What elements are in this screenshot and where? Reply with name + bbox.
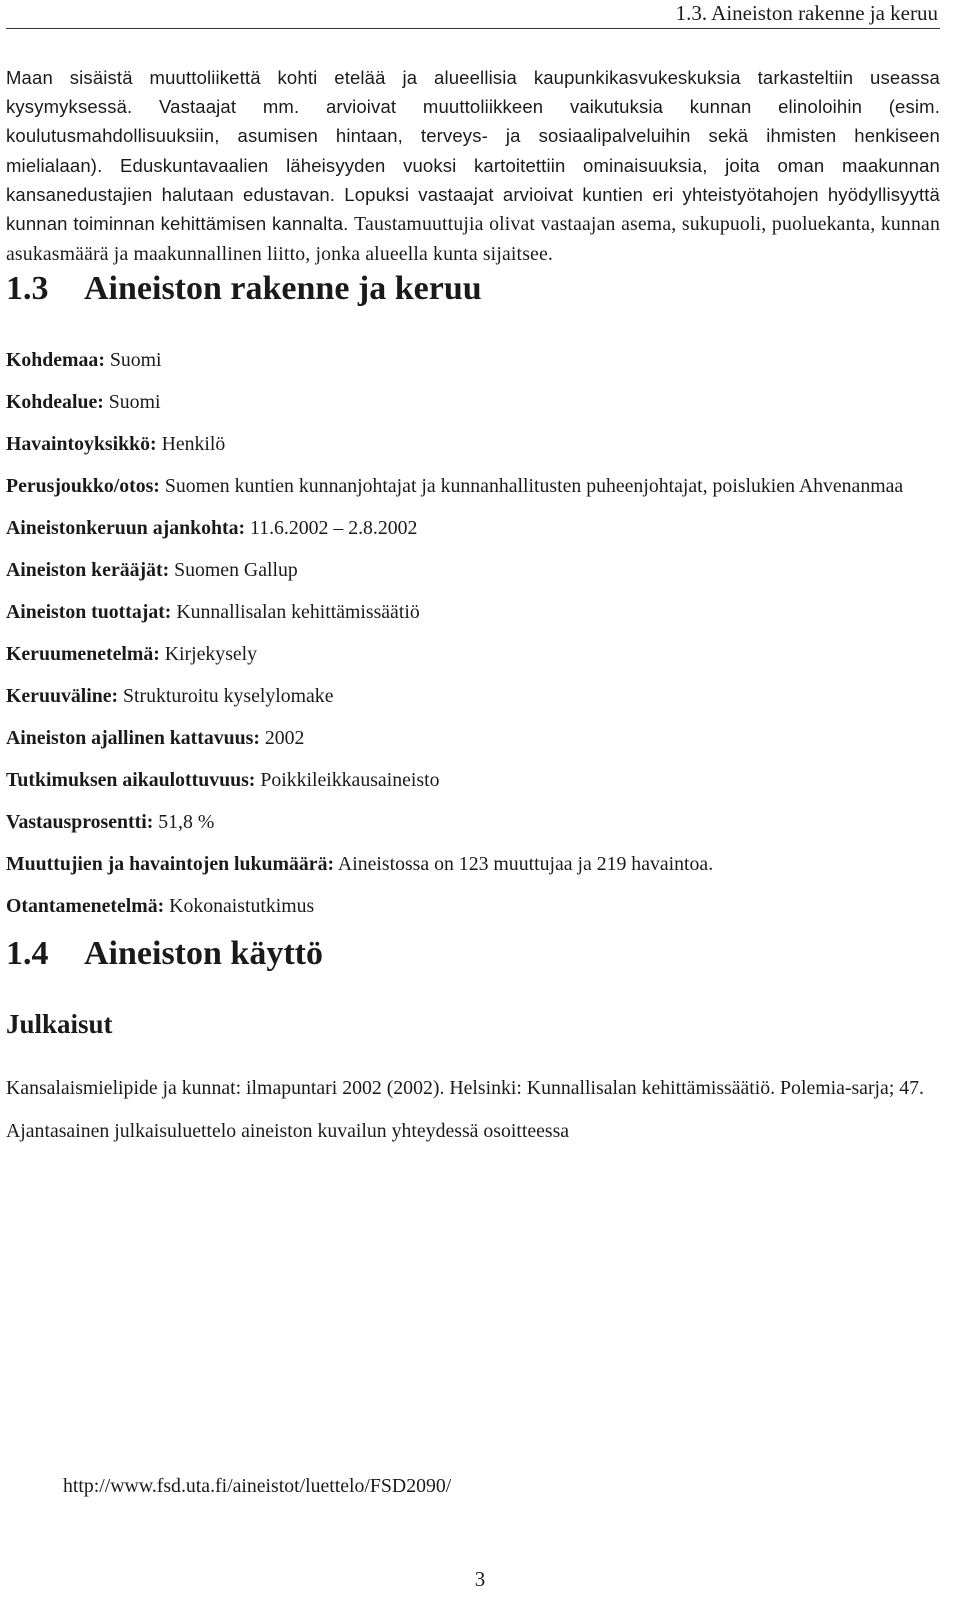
field-value: Suomi — [108, 391, 161, 414]
field-label: Tutkimuksen aikaulottuvuus: — [6, 769, 256, 792]
field-value: 11.6.2002 – 2.8.2002 — [250, 517, 418, 540]
page-body — [6, 63, 940, 1146]
section-heading-1-3 — [6, 269, 940, 309]
field-label: Kohdemaa: — [6, 349, 105, 372]
metadata-field — [6, 892, 940, 922]
field-label: Otantamenetelmä: — [6, 895, 165, 918]
publication-entry: Kansalaismielipide ja kunnat: ilmapuntari 2002 (2002). Helsinki: Kunnallisalan kehittämissäätiö. Polemia-sarja; 47. — [6, 1077, 924, 1100]
section-title: Aineiston rakenne ja keruu — [84, 270, 482, 308]
field-value: Aineistossa on 123 muuttujaa ja 219 havaintoa. — [337, 853, 714, 876]
metadata-field — [6, 850, 940, 880]
field-label: Muuttujien ja havaintojen lukumäärä: — [6, 853, 335, 876]
section-heading-1-4 — [6, 934, 940, 974]
field-value: Kokonaistutkimus — [169, 895, 315, 918]
field-value: Poikkileikkausaineisto — [260, 769, 440, 792]
field-label: Kohdealue: — [6, 391, 104, 414]
field-value: Kirjekysely — [164, 643, 258, 666]
intro-text: Maan sisäistä muuttoliikettä kohti etelää ja alueellisia kaupunkikasvukeskuksia tarkasteltiin useassa kysymyksessä. Vastaajat mm. arvioivat muuttoliikkeen vaikutuksia kunnan elinoloihin (esim. koulutusmahdollisuuksiin, asumisen hintaan, terveys- ja sosiaalipalveluihin sekä ihmisten henkiseen mielialaan). Eduskuntavaalien läheisyyden vuoksi kartoitettiin ominaisuuksia, joita oman maakunnan kansanedustajien halutaan edustavan. Lopuksi vastaajat arvioivat kuntien eri yhteistyötahojen hyödyllisyyttä kunnan toiminnan kehittämisen kannalta. — [6, 67, 940, 235]
intro-background-variables: Taustamuuttujia olivat vastaajan asema, sukupuoli, puoluekanta, kunnan asukasmäärä ja maakunnallinen liitto, jonka alueella kunta sijaitsee. — [6, 213, 940, 266]
field-value: Kunnallisalan kehittämissäätiö — [176, 601, 420, 624]
metadata-field — [6, 682, 940, 712]
field-label: Aineiston kerääjät: — [6, 559, 170, 582]
metadata-field — [6, 766, 940, 796]
field-label: Aineiston tuottajat: — [6, 601, 172, 624]
field-value: Strukturoitu kyselylomake — [123, 685, 334, 708]
section-number: 1.3 — [6, 270, 49, 308]
field-label: Keruuväline: — [6, 685, 119, 708]
metadata-field — [6, 514, 940, 544]
field-value: 51,8 % — [158, 811, 215, 834]
metadata-field — [6, 640, 940, 670]
field-label: Aineiston ajallinen kattavuus: — [6, 727, 260, 750]
metadata-field — [6, 724, 940, 754]
section-number: 1.4 — [6, 935, 49, 973]
field-value: Suomen Gallup — [174, 559, 298, 582]
field-value: 2002 — [264, 727, 305, 750]
running-header: 1.3. Aineiston rakenne ja keruu — [675, 1, 938, 25]
metadata-field — [6, 430, 940, 460]
metadata-field — [6, 598, 940, 628]
field-label: Aineistonkeruun ajankohta: — [6, 517, 246, 540]
field-label: Perusjoukko/otos: — [6, 475, 160, 498]
metadata-field — [6, 556, 940, 586]
section-title: Aineiston käyttö — [84, 935, 323, 973]
page-number: 3 — [474, 1567, 486, 1591]
metadata-field — [6, 808, 940, 838]
field-label: Keruumenetelmä: — [6, 643, 160, 666]
header-rule — [6, 28, 940, 29]
metadata-field-list — [6, 346, 940, 922]
field-label: Havaintoyksikkö: — [6, 433, 157, 456]
field-label: Vastausprosentti: — [6, 811, 154, 834]
publication-list-url[interactable]: http://www.fsd.uta.fi/aineistot/luettelo/FSD2090/ — [63, 1475, 452, 1497]
field-value: Henkilö — [161, 433, 226, 456]
publication-list-note: Ajantasainen julkaisuluettelo aineiston kuvailun yhteydessä osoitteessa — [6, 1119, 570, 1142]
metadata-field — [6, 388, 940, 418]
intro-paragraph — [6, 63, 940, 269]
metadata-field — [6, 472, 940, 502]
field-value: Suomen kuntien kunnanjohtajat ja kunnanhallitusten puheenjohtajat, poislukien Ahvenanmaa — [164, 475, 904, 498]
publications-heading: Julkaisut — [6, 1009, 113, 1040]
metadata-field — [6, 346, 940, 376]
field-value: Suomi — [109, 349, 162, 372]
